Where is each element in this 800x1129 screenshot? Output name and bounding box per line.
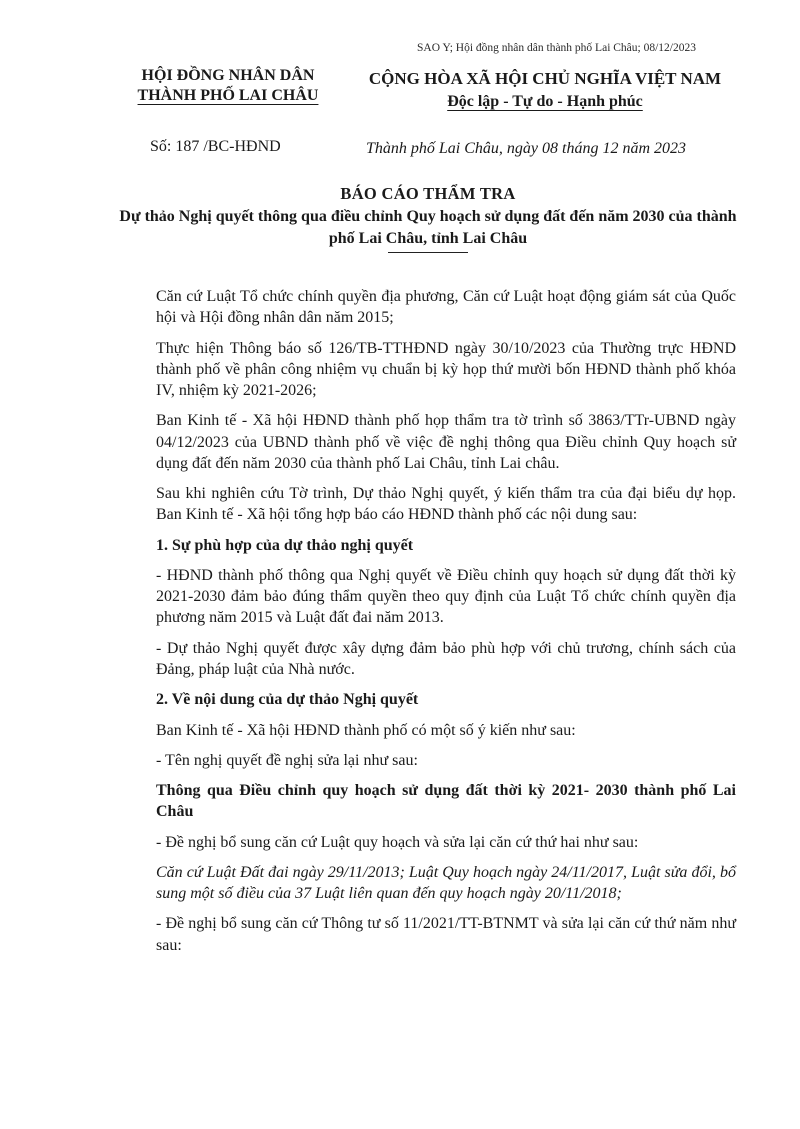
document-title bbox=[110, 184, 746, 253]
document-body bbox=[156, 286, 736, 965]
national-header bbox=[360, 68, 730, 113]
org-line-2: THÀNH PHỐ LAI CHÂU bbox=[137, 87, 319, 104]
paragraph-policy-compliance: - Dự thảo Nghị quyết được xây dựng đảm bảo phù hợp với chủ trương, chính sách của Đảng, pháp luật của Nhà nước. bbox=[156, 639, 736, 678]
title-divider bbox=[388, 252, 468, 253]
report-subtitle: Dự thảo Nghị quyết thông qua điều chỉnh Quy hoạch sử dụng đất đến năm 2030 của thành phố Lai Châu, tỉnh Lai Châu bbox=[119, 208, 737, 247]
paragraph-legal-citation: Căn cứ Luật Đất đai ngày 29/11/2013; Luật Quy hoạch ngày 24/11/2017, Luật sửa đổi, bổ sung một số điều của 37 Luật liên quan đến quy hoạch ngày 20/11/2018; bbox=[156, 863, 736, 903]
section-heading-1: 1. Sự phù hợp của dự thảo nghị quyết bbox=[156, 536, 414, 554]
nation-name: CỘNG HÒA XÃ HỘI CHỦ NGHĨA VIỆT NAM bbox=[368, 69, 722, 88]
paragraph-summary: Sau khi nghiên cứu Tờ trình, Dự thảo Nghị quyết, ý kiến thẩm tra của đại biểu dự họp. Ban Kinh tế - Xã hội tổng hợp báo cáo HĐND thành phố các nội dung sau: bbox=[156, 485, 736, 524]
paragraph-opinions: Ban Kinh tế - Xã hội HĐND thành phố có một số ý kiến như sau: bbox=[156, 721, 576, 739]
national-motto: Độc lập - Tự do - Hạnh phúc bbox=[447, 93, 643, 111]
paragraph-proposed-title: Thông qua Điều chỉnh quy hoạch sử dụng đất thời kỳ 2021- 2030 thành phố Lai Châu bbox=[156, 782, 736, 821]
paragraph-add-planning-law: - Đề nghị bổ sung căn cứ Luật quy hoạch và sửa lại căn cứ thứ hai như sau: bbox=[156, 833, 639, 851]
report-title: BÁO CÁO THẨM TRA bbox=[340, 184, 516, 203]
issuing-organization bbox=[108, 66, 348, 106]
paragraph-review-meeting: Ban Kinh tế - Xã hội HĐND thành phố họp thẩm tra tờ trình số 3863/TTr-UBND ngày 04/12/2023 của UBND thành phố về việc đề nghị thông qua Điều chỉnh Quy hoạch sử dụng đất đến năm 2030 của thành phố Lai Châu, tỉnh Lai châu. bbox=[156, 412, 736, 472]
paragraph-authority: - HĐND thành phố thông qua Nghị quyết về Điều chỉnh quy hoạch sử dụng đất thời kỳ 2021-2030 đảm bảo đúng thẩm quyền theo quy định của Luật Tổ chức chính quyền địa phương năm 2015 và Luật đất đai năm 2013. bbox=[156, 566, 736, 627]
paragraph-legal-basis: Căn cứ Luật Tổ chức chính quyền địa phương, Căn cứ Luật hoạt động giám sát của Quốc hội và Hội đồng nhân dân năm 2015; bbox=[156, 288, 736, 327]
place-and-date: Thành phố Lai Châu, ngày 08 tháng 12 năm 2023 bbox=[366, 140, 687, 157]
org-line-1: HỘI ĐỒNG NHÂN DÂN bbox=[141, 67, 315, 84]
paragraph-rename-request: - Tên nghị quyết đề nghị sửa lại như sau: bbox=[156, 751, 418, 769]
copy-stamp: SAO Y; Hội đồng nhân dân thành phố Lai Châu; 08/12/2023 bbox=[417, 42, 696, 54]
paragraph-add-circular: - Đề nghị bổ sung căn cứ Thông tư số 11/2021/TT-BTNMT và sửa lại căn cứ thứ năm như sau: bbox=[156, 915, 736, 954]
paragraph-notice: Thực hiện Thông báo số 126/TB-TTHĐND ngày 30/10/2023 của Thường trực HĐND thành phố về phân công nhiệm vụ chuẩn bị kỳ họp thứ mười bốn HĐND thành phố khóa IV, nhiệm kỳ 2021-2026; bbox=[156, 339, 736, 400]
document-number: Số: 187 /BC-HĐND bbox=[150, 138, 281, 155]
section-heading-2: 2. Về nội dung của dự thảo Nghị quyết bbox=[156, 691, 419, 709]
